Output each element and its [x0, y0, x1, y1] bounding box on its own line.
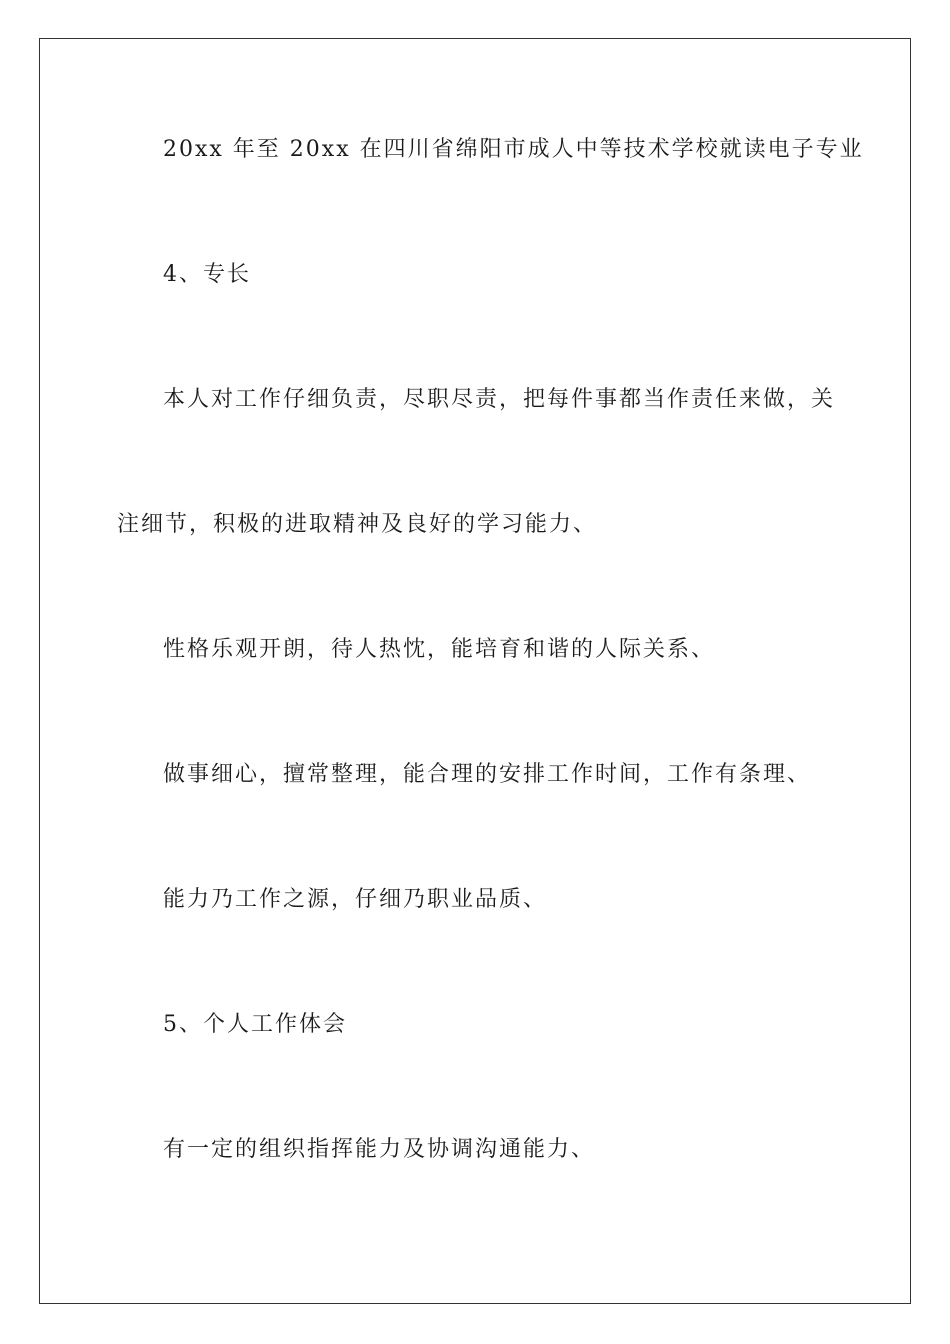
specialty-paragraph-line-1: 本人对工作仔细负责，尽职尽责，把每件事都当作责任来做，关 — [163, 387, 836, 412]
personality-paragraph: 性格乐观开朗，待人热忱，能培育和谐的人际关系、 — [163, 637, 716, 662]
education-line: 20xx 年至 20xx 在四川省绵阳市成人中等技术学校就读电子专业 — [163, 137, 864, 162]
work-habits-paragraph: 做事细心，擅常整理，能合理的安排工作时间，工作有条理、 — [163, 762, 812, 787]
section-heading-specialty: 4、专长 — [163, 262, 251, 287]
experience-paragraph: 有一定的组织指挥能力及协调沟通能力、 — [163, 1137, 596, 1162]
specialty-paragraph-line-2: 注细节，积极的进取精神及良好的学习能力、 — [117, 512, 598, 537]
page-border — [39, 38, 911, 1304]
section-heading-experience: 5、个人工作体会 — [163, 1012, 347, 1037]
motto-paragraph: 能力乃工作之源，仔细乃职业品质、 — [163, 887, 548, 912]
